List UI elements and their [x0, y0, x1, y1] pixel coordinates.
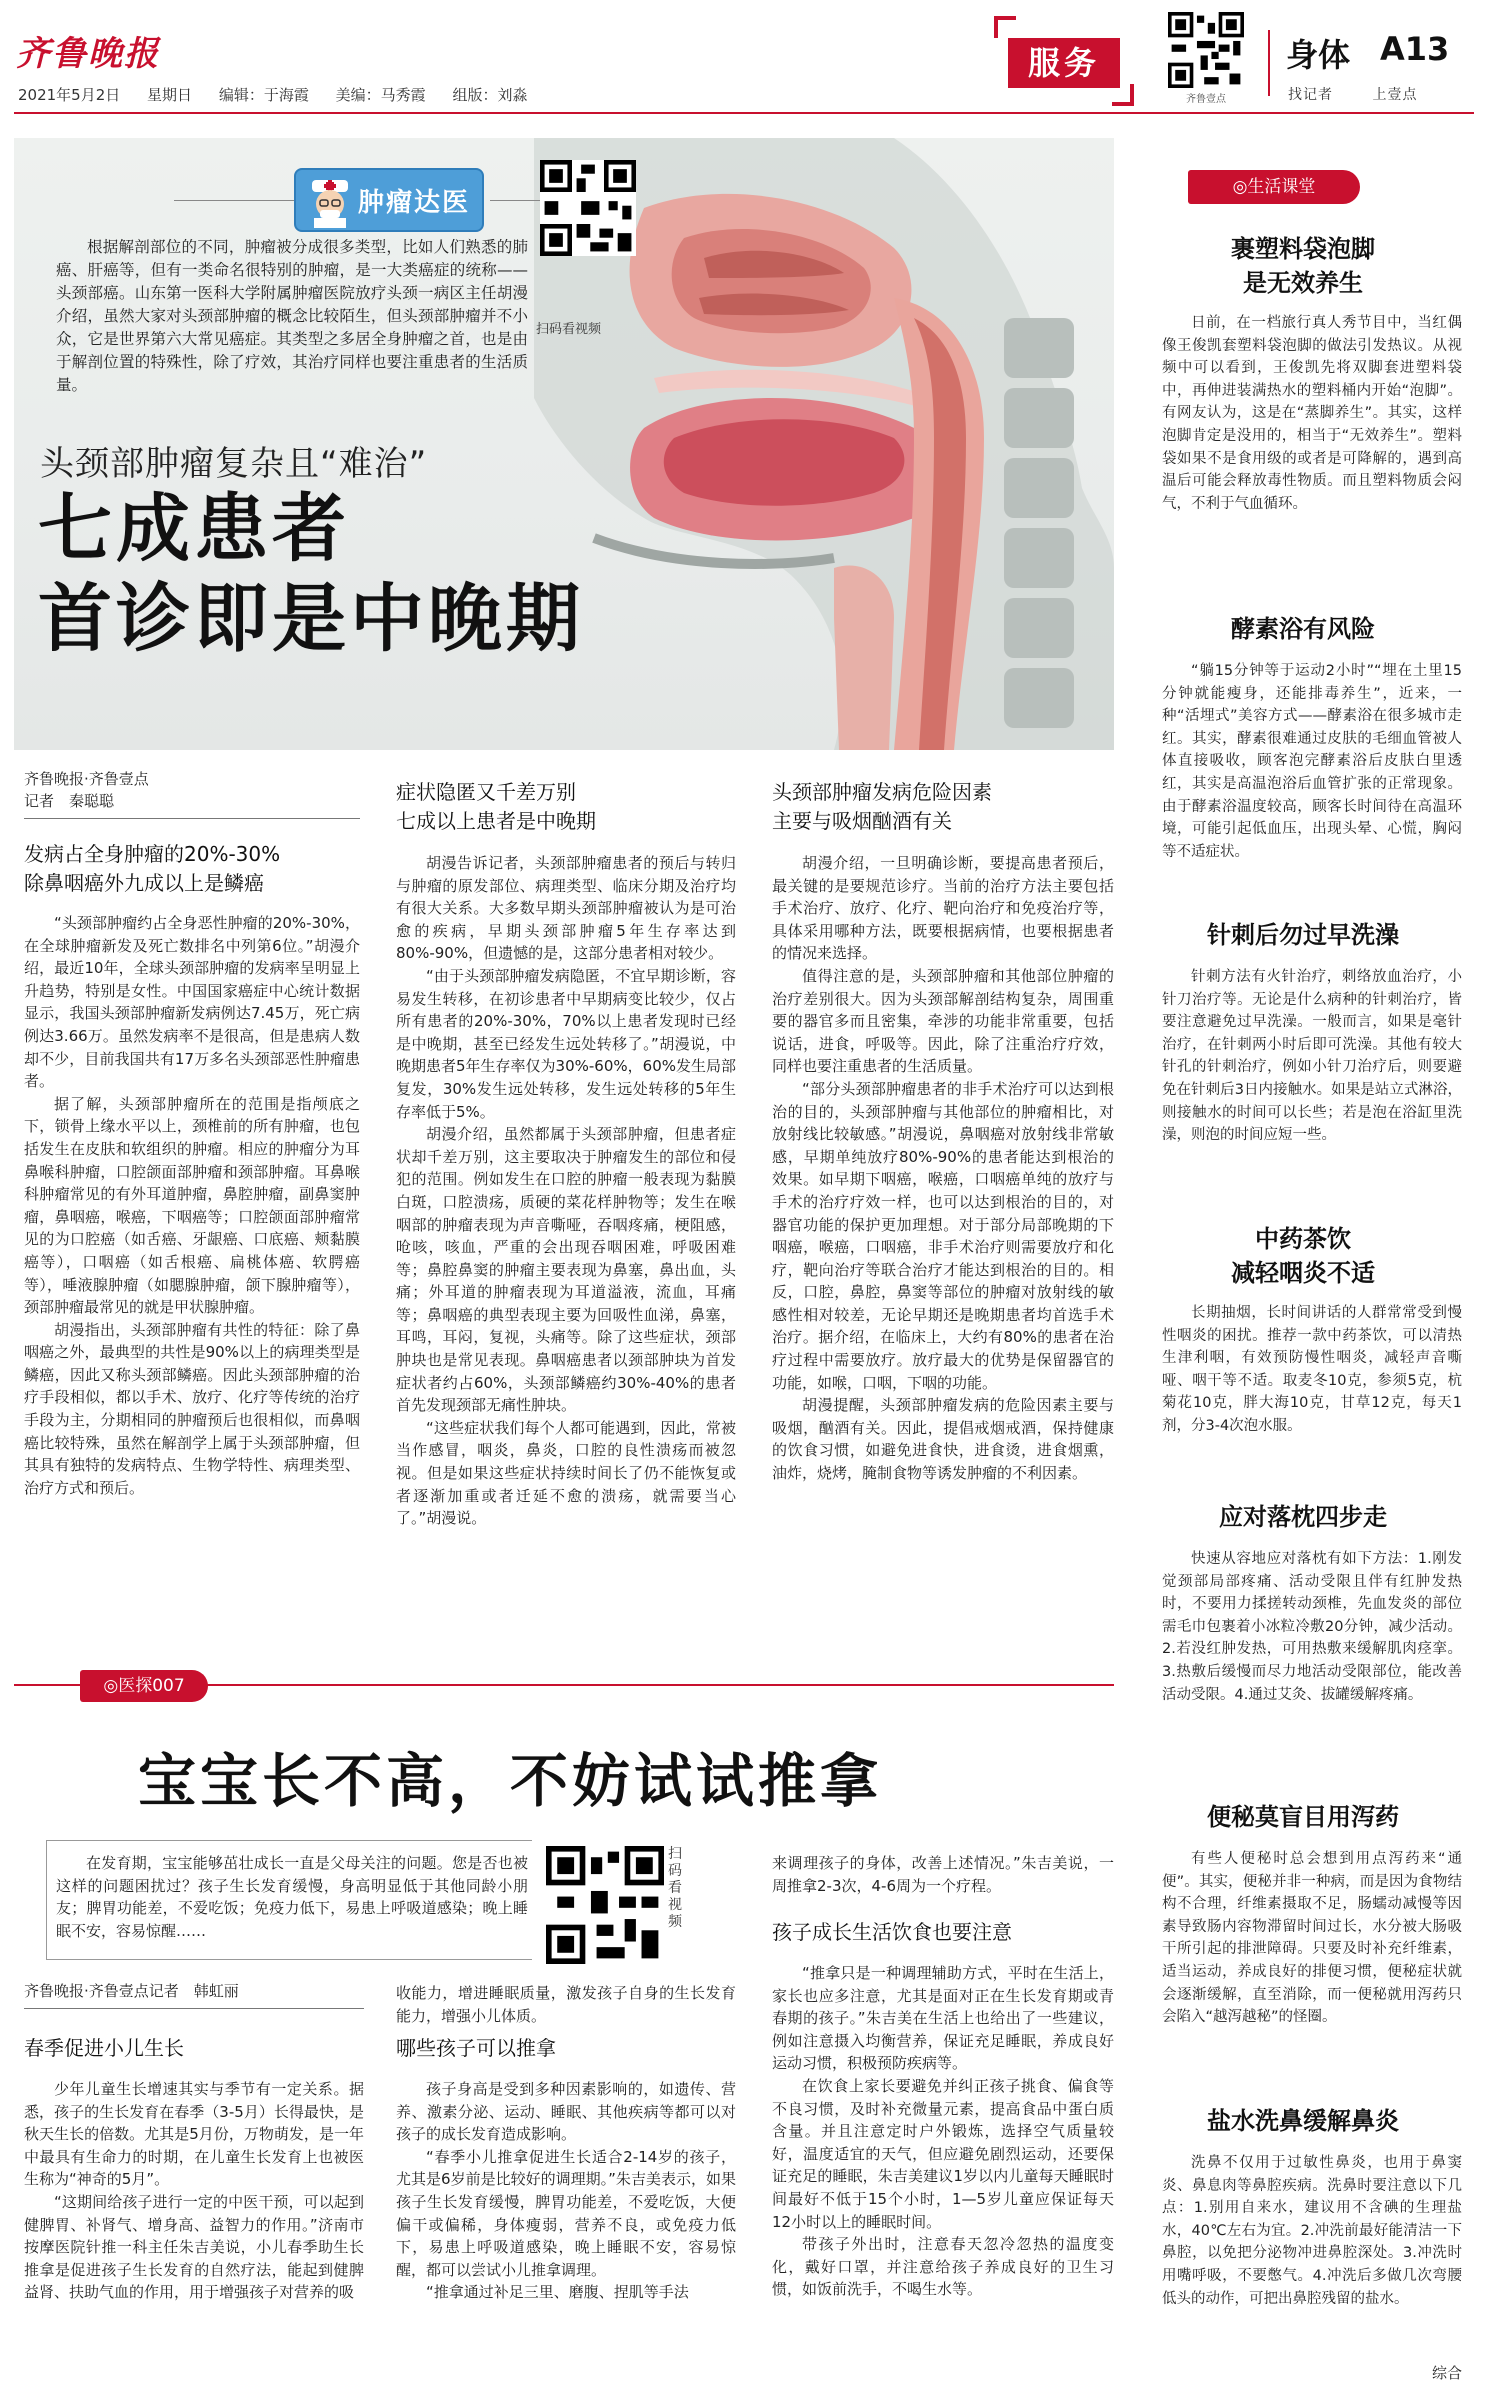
bottom-col1-subhead: 春季促进小儿生长 — [24, 2036, 184, 2060]
service-label: 服务 — [1008, 38, 1120, 88]
bottom-headline: 宝宝长不高，不妨试试推拿 — [138, 1747, 883, 1815]
article-col3-body — [772, 852, 1114, 1485]
paragraph: “这些症状我们每个人都可能遇到，因此，常被当作感冒，咽炎，鼻炎，口腔的良性溃疡而被忽视。但是如果这些症状持续时间长了仍不能恢复或者逐渐加重或者迁延不愈的溃疡，就需要当心了。”胡漫说。 — [396, 1418, 736, 1528]
sidebar-item-title: 针刺后勿过早洗澡 — [1207, 921, 1399, 949]
hero-qr-caption: 扫码看视频 — [536, 322, 602, 337]
sidebar-tag: ◎生活课堂 — [1188, 170, 1360, 204]
masthead-qr-code-icon[interactable] — [1168, 12, 1244, 88]
paragraph: 在饮食上家长要避免并纠正孩子挑食、偏食等不良习惯，及时补充微量元素，提高食品中蛋白质含量。并且注意定时户外锻炼，选择空气质量较好，温度适宜的天气，但应避免剧烈运动，还要保证充足的睡眠，朱吉美建议1岁以内儿童每天睡眠时间最好不低于15个小时，1—5岁儿童应保证每天12小时以上的睡眠时间。 — [772, 2076, 1114, 2231]
find-reporter: 找记者 — [1288, 87, 1333, 103]
paragraph: 收能力，增进睡眠质量，激发孩子自身的生长发育能力，增强小儿体质。 — [396, 1984, 736, 2025]
paragraph: 孩子身高是受到多种因素影响的，如遗传、营养、激素分泌、运动、睡眠、其他疾病等都可以对孩子的成长发育造成影响。 — [396, 2080, 736, 2144]
sidebar-item-text: “躺15分钟等于运动2小时”“埋在土里15分钟就能瘦身，还能排毒养生”，近来，一种“活埋式”美容方式——酵素浴在很多城市走红。其实，酵素很难通过皮肤的毛细血管被人体直接吸收，顾客泡完酵素浴后皮肤白里透红，其实是高温泡浴后血管扩张的正常现象。由于酵素浴温度较高，顾客长时间待在高温环境，可能引起低血压，出现头晕、心慌，胸闷等不适症状。 — [1162, 663, 1462, 860]
bottom-intro: 在发育期，宝宝能够茁壮成长一直是父母关注的问题。您是否也被这样的问题困扰过？孩子生长发育缓慢，身高明显低于其他同龄小朋友；脾胃功能差，不爱吃饭；免疫力低下，易患上呼吸道感染；晚上睡眠不安，容易惊醒…… — [56, 1854, 528, 1940]
paragraph: “推拿只是一种调理辅助方式，平时在生活上，家长也应多注意，尤其是面对正在生长发育期或青春期的孩子。”朱吉美在生活上也给出了一些建议，例如注意摄入均衡营养，保证充足睡眠，养成良好运动习惯，积极预防疾病等。 — [772, 1964, 1114, 2073]
masthead-contact — [1288, 84, 1451, 104]
service-section-badge — [1000, 22, 1128, 100]
paragraph: 来调理孩子的身体，改善上述情况。”朱吉美说，一周推拿2-3次，4-6周为一个疗程。 — [772, 1854, 1114, 1895]
bottom-col2-body — [396, 2078, 736, 2304]
hero-headline — [38, 484, 584, 664]
masthead — [0, 0, 1488, 118]
issue-layout: 组版：刘淼 — [452, 86, 528, 104]
paragraph: 胡漫介绍，一旦明确诊断，要提高患者预后，最关键的是要规范诊疗。当前的治疗方法主要包括手术治疗、放疗、化疗、靶向治疗和免疫治疗等，具体采用哪种方法，既要根据病情，也要根据患者的情况来选择。 — [772, 854, 1114, 963]
issue-weekday: 星期日 — [147, 86, 193, 104]
masthead-rule — [14, 112, 1474, 114]
bottom-col3-lead — [772, 1852, 1114, 1897]
section-name: 身体 — [1286, 36, 1351, 74]
issue-date: 2021年5月2日 — [18, 86, 121, 104]
paragraph: 胡漫介绍，虽然都属于头颈部肿瘤，但患者症状却千差万别，这主要取决于肿瘤发生的部位和侵犯的范围。例如发生在口腔的肿瘤一般表现为黏膜白斑，口腔溃疡，质硬的菜花样肿物等；发生在喉咽部的肿瘤表现为声音嘶哑，吞咽疼痛，梗阻感，呛咳，咳血，严重的会出现吞咽困难，呼吸困难等；鼻腔鼻窦的肿瘤主要表现为鼻塞，鼻出血，头痛；外耳道的肿瘤表现为耳道溢液，流血，耳痛等；鼻咽癌的典型表现主要为回吸性血涕，鼻塞，耳鸣，耳闷，复视，头痛等。除了这些症状，颈部肿块也是常见表现。鼻咽癌患者以颈部肿块为首发症状者约占60%，头颈部鳞癌约30%-40%的患者首先发现颈部无痛性肿块。 — [396, 1125, 736, 1415]
sidebar-item-title: 酵素浴有风险 — [1231, 615, 1375, 643]
paragraph: 少年儿童生长增速其实与季节有一定关系。据悉，孩子的生长发育在春季（3-5月）长得最快，是秋天生长的倍数。尤其是5月份，万物萌发，是一年中最具有生命力的时期，在儿童生长发育上也被医生称为“神奇的5月”。 — [24, 2080, 364, 2189]
article-col1-body — [24, 912, 360, 1499]
doctor-avatar-icon — [306, 176, 354, 228]
hero-qr-code-icon[interactable] — [540, 160, 636, 256]
sidebar-item-title: 便秘莫盲目用泻药 — [1207, 1803, 1399, 1831]
issue-designer: 美编：马秀霞 — [335, 86, 426, 104]
hero-intro: 根据解剖部位的不同，肿瘤被分成很多类型，比如人们熟悉的肺癌、肝癌等，但有一类命名很特别的肿瘤，是一大类癌症的统称——头颈部癌。山东第一医科大学附属肿瘤医院放疗头颈一病区主任胡漫介绍，虽然大家对头颈部肿瘤的概念比较陌生，但头颈部肿瘤并不小众，它是世界第六大常见癌症。其类型之多居全身肿瘤之首，也是由于解剖位置的特殊性，除了疗效，其治疗同样也要注重患者的生活质量。 — [56, 238, 528, 394]
sidebar-item-text: 洗鼻不仅用于过敏性鼻炎，也用于鼻窦炎、鼻息肉等鼻腔疾病。洗鼻时要注意以下几点：1.别用自来水，建议用不含碘的生理盐水，40℃左右为宜。2.冲洗前最好能清洁一下鼻腔，以免把分泌物冲进鼻腔深处。3.冲洗时用嘴呼吸，不要憋气。4.冲洗后多做几次弯腰低头的动作，可把出鼻腔残留的盐水。 — [1162, 2155, 1462, 2307]
masthead-qr-caption: 齐鲁壹点 — [1186, 94, 1226, 105]
bottom-byline: 齐鲁晚报·齐鲁壹点记者 韩虹丽 — [24, 1982, 239, 2000]
bottom-col2-subhead: 哪些孩子可以推拿 — [396, 2036, 556, 2060]
issue-editor: 编辑：于海霞 — [218, 86, 309, 104]
hero-kicker: 头颈部肿瘤复杂且“难治” — [40, 444, 428, 484]
column-badge-label: 肿瘤达医 — [358, 188, 471, 218]
life-classroom-sidebar — [1132, 160, 1474, 2385]
sidebar-item-title: 中药茶饮 减轻咽炎不适 — [1231, 1225, 1375, 1287]
paragraph: 值得注意的是，头颈部肿瘤和其他部位肿瘤的治疗差别很大。因为头颈部解剖结构复杂，周围重要的器官多而且密集，牵涉的功能非常重要，包括说话，进食，呼吸等。因此，除了注重治疗疗效，同样也要注重患者的生活质量。 — [772, 966, 1114, 1076]
paragraph: “春季小儿推拿促进生长适合2-14岁的孩子，尤其是6岁前是比较好的调理期。”朱吉美表示，如果孩子生长发育缓慢，脾胃功能差，不爱吃饭，大便偏干或偏稀，身体瘦弱，营养不良，或免疫力低下，易患上呼吸道感染，晚上睡眠不安，容易惊醒，都可以尝试小儿推拿调理。 — [396, 2147, 736, 2279]
hero-headline-line2: 首诊即是中晚期 — [38, 576, 584, 662]
article-byline — [24, 768, 149, 812]
article-col2-body — [396, 852, 736, 1530]
paragraph: 胡漫告诉记者，头颈部肿瘤患者的预后与转归与肿瘤的原发部位、病理类型、临床分期及治疗均有很大关系。大多数早期头颈部肿瘤被认为是可治愈的疾病，早期头颈部肿瘤5年生存率达到80%-90%，但遗憾的是，这部分患者相对较少。 — [396, 854, 736, 963]
paragraph: “这期间给孩子进行一定的中医干预，可以起到健脾胃、补肾气、增身高、益智力的作用。”济南市按摩医院针推一科主任朱吉美说，小儿春季助生长推拿是促进孩子生长发育的自然疗法，能起到健脾益肾、扶助气血的作用，用于增强孩子对营养的吸 — [24, 2192, 364, 2302]
paragraph: “头颈部肿瘤约占全身恶性肿瘤的20%-30%，在全球肿瘤新发及死亡数排名中列第6位。”胡漫介绍，最近10年，全球头颈部肿瘤的发病率呈明显上升趋势，特别是女性。中国国家癌症中心统计数据显示，我国头颈部肿瘤新发病例达7.45万，死亡病例达3.66万。虽然发病率不是很高，但是患病人数却不少，目前我国共有17万多名头颈部恶性肿瘤患者。 — [24, 914, 360, 1091]
find-app: 上壹点 — [1372, 87, 1418, 103]
bottom-qr-code-icon[interactable] — [546, 1846, 664, 1964]
sidebar-item-title: 应对落枕四步走 — [1219, 1503, 1387, 1531]
bottom-section-band — [14, 1668, 1114, 1704]
article-byline-reporter: 记者 秦聪聪 — [24, 792, 115, 810]
article-byline-outlet: 齐鲁晚报·齐鲁壹点 — [24, 770, 149, 788]
sidebar-item-text: 日前，在一档旅行真人秀节目中，当红偶像王俊凯套塑料袋泡脚的做法引发热议。从视频中可以看到，王俊凯先将双脚套进塑料袋中，再伸进装满热水的塑料桶内开始“泡脚”。有网友认为，这是在“蒸脚养生”。其实，这样泡脚肯定是没用的，相当于“无效养生”。塑料袋如果不是食用级的或者是可降解的，遇到高温后可能会释放毒性物质。而且塑料物质会闷气，不利于气血循环。 — [1162, 315, 1462, 512]
sidebar-item-text: 针刺方法有火针治疗，刺络放血治疗，小针刀治疗等。无论是什么病种的针刺治疗，皆要注意避免过早洗澡。一般而言，如果是毫针治疗，在针刺两小时后即可洗澡。其他有较大针孔的针刺治疗，例如小针刀治疗后，则要避免在针刺后3日内接触水。如果是站立式淋浴，则接触水的时间可以长些；若是泡在浴缸里洗澡，则泡的时间应短一些。 — [1162, 969, 1462, 1144]
article-col1-subhead: 发病占全身肿瘤的20%-30% 除鼻咽癌外九成以上是鳞癌 — [24, 842, 281, 895]
paragraph: 胡漫提醒，头颈部肿瘤发病的危险因素主要与吸烟，酗酒有关。因此，提倡戒烟戒酒，保持健康的饮食习惯，如避免进食快，进食烫，进食烟熏，油炸，烧烤，腌制食物等诱发肿瘤的不利因素。 — [772, 1396, 1114, 1483]
issue-info — [18, 84, 549, 105]
sidebar-item-text: 有些人便秘时总会想到用点泻药来“通便”。其实，便秘并非一种病，而是因为食物结构不合理，纤维素摄取不足，肠蠕动减慢等因素导致肠内容物滞留时间过长，水分被大肠吸干所引起的排泄障碍。只要及时补充纤维素，适当运动，养成良好的排便习惯，便秘症状就会逐渐缓解，直至消除，而一便秘就用泻药只会陷入“越泻越秘”的怪圈。 — [1162, 1851, 1462, 2026]
bottom-col2-lead — [396, 1982, 736, 2027]
paragraph: 胡漫指出，头颈部肿瘤有共性的特征：除了鼻咽癌之外，最典型的共性是90%以上的病理类型是鳞癌，因此又称头颈部鳞癌。因此头颈部肿瘤的治疗手段相似，都以手术、放疗、化疗等传统的治疗手段为主，分期相同的肿瘤预后也很相似，而鼻咽癌比较特殊，虽然在解剖学上属于头颈部肿瘤，但其具有独特的发病特点、生物学特性、病理类型、治疗方式和预后。 — [24, 1320, 360, 1497]
sidebar-source: 综合 — [1431, 2364, 1462, 2382]
sidebar-item-title: 盐水洗鼻缓解鼻炎 — [1207, 2107, 1399, 2135]
article-col3-subhead: 头颈部肿瘤发病危险因素 主要与吸烟酗酒有关 — [772, 780, 992, 833]
sidebar-item-text: 长期抽烟，长时间讲话的人群常常受到慢性咽炎的困扰。推荐一款中药茶饮，可以清热生津利咽，有效预防慢性咽炎，减轻声音嘶哑、咽干等不适。取麦冬10克，参须5克，杭菊花10克，胖大海10克，甘草12克，每天1剂，分3-4次泡水服。 — [1162, 1305, 1462, 1434]
article-col2-subhead: 症状隐匿又千差万别 七成以上患者是中晚期 — [396, 780, 596, 833]
page-number: A13 — [1380, 30, 1450, 68]
paragraph: “由于头颈部肿瘤发病隐匿，不宜早期诊断，容易发生转移，在初诊患者中早期病变比较少，仅占所有患者的20%-30%，70%以上患者发现时已经是中晚期，甚至已经发生远处转移了。”胡漫说，中晚期患者5年生存率仅为30%-60%，60%发生局部复发，30%发生远处转移，发生远处转移的5年生存率低于5%。 — [396, 966, 736, 1121]
bottom-col3-subhead: 孩子成长生活饮食也要注意 — [772, 1920, 1012, 1944]
sidebar-item-text: 快速从容地应对落枕有如下方法：1.刚发觉颈部局部疼痛、活动受限且伴有红肿发热时，不要用力揉搓转动颈椎，先血发炎的部位需毛巾包裹着小冰粒冷敷20分钟，减少活动。2.若没红肿发热，可用热敷来缓解肌肉痉挛。3.热敷后缓慢而尽力地活动受限部位，能改善活动受限。4.通过艾灸、拔罐缓解疼痛。 — [1162, 1551, 1462, 1703]
bottom-col1-body — [24, 2078, 364, 2304]
hero-feature — [14, 138, 1114, 750]
paragraph: 据了解，头颈部肿瘤所在的范围是指颅底之下，锁骨上缘水平以上，颈椎前的所有肿瘤，也包括发生在皮肤和软组织的肿瘤。相应的肿瘤分为耳鼻喉科肿瘤，口腔颌面部肿瘤和颈部肿瘤。耳鼻喉科肿瘤常见的有外耳道肿瘤，鼻腔肿瘤，副鼻窦肿瘤，鼻咽癌，喉癌，下咽癌等；口腔颌面部肿瘤常见的为口腔癌（如舌癌、牙龈癌、口底癌、颊黏膜癌等），口咽癌（如舌根癌、扁桃体癌、软腭癌等），唾液腺肿瘤（如腮腺肿瘤，颌下腺肿瘤等），颈部肿瘤最常见的就是甲状腺肿瘤。 — [24, 1094, 360, 1317]
paragraph: “部分头颈部肿瘤患者的非手术治疗可以达到根治的目的，头颈部肿瘤与其他部位的肿瘤相比，对放射线比较敏感。”胡漫说，鼻咽癌对放射线非常敏感，早期单纯放疗80%-90%的患者能达到根治的效果。如早期下咽癌，喉癌，口咽癌单纯的放疗与手术的治疗疗效一样，也可以达到根治的目的，对器官功能的保护更加理想。对于部分局部晚期的下咽癌，喉癌，口咽癌，非手术治疗则需要放疗和化疗，靶向治疗等联合治疗才能达到根治的目的。相反，口腔，鼻腔，鼻窦等部位的肿瘤对放射线的敏感性相对较差，无论早期还是晚期患者均首选手术治疗。据介绍，在临床上，大约有80%的患者在治疗过程中需要放疗。放疗最大的优势是保留器官的功能，如喉，口咽，下咽的功能。 — [772, 1079, 1114, 1392]
column-badge — [294, 168, 484, 232]
hero-headline-line1: 七成患者 — [38, 486, 350, 572]
bottom-qr-caption: 扫码看视频 — [668, 1846, 682, 1930]
paragraph: 带孩子外出时，注意春天忽冷忽热的温度变化，戴好口罩，并注意给孩子养成良好的卫生习惯，如饭前洗手，不喝生水等。 — [772, 2235, 1114, 2299]
newspaper-logo: 齐鲁晚报 — [16, 34, 160, 74]
paragraph: “推拿通过补足三里、磨腹、捏肌等手法 — [426, 2283, 689, 2302]
bottom-section-tag: ◎医探007 — [80, 1670, 208, 1702]
sidebar-item-title: 裹塑料袋泡脚 是无效养生 — [1231, 235, 1375, 297]
bottom-col3-body — [772, 1962, 1114, 2301]
